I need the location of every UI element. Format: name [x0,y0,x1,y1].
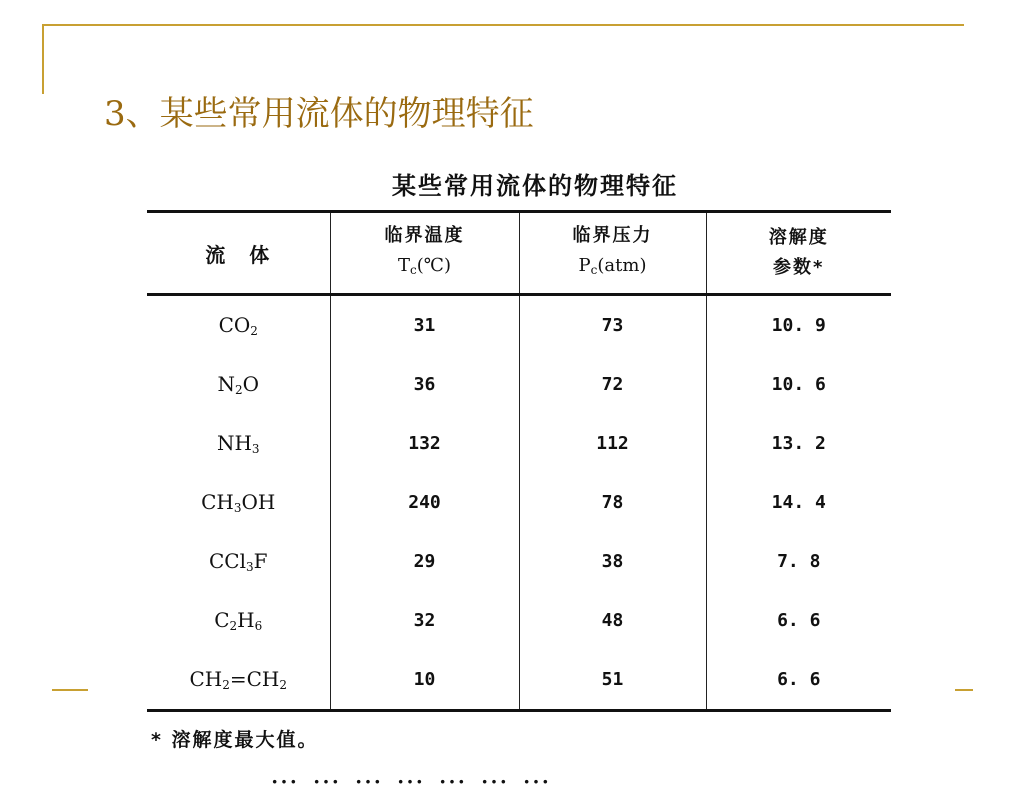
table-row [147,295,891,356]
solubility-parameter-value: 7. 8 [706,532,891,591]
frame-bottom-right-tick [955,689,973,691]
critical-pressure-value: 73 [519,295,706,356]
critical-temperature-value: 31 [330,295,519,356]
footnote: * 溶解度最大值。 [151,729,319,751]
slide-title: 3、某些常用流体的物理特征 [104,94,534,134]
fluid-properties-table [147,210,891,712]
frame-left-line [42,24,44,94]
critical-pressure-value: 112 [519,414,706,473]
fluid-formula: CCl$_3$F [208,549,268,574]
critical-pressure-value: 72 [519,355,706,414]
fluid-formula: $CH_2=CH_2$ [189,667,288,692]
fluid-formula: $CH_3OH$ [201,490,276,515]
header-critical-pressure: 临界压力 $P_c(atm)$ [519,212,706,295]
fluid-formula: $C_2H_6$ [214,608,263,633]
header-critical-temperature: 临界温度 $T_c(℃)$ [330,212,519,295]
frame-bottom-left-tick [52,689,88,691]
critical-temperature-value: 36 [330,355,519,414]
solubility-parameter-value: 6. 6 [706,650,891,711]
solubility-parameter-value: 10. 9 [706,295,891,356]
critical-temperature-value: 32 [330,591,519,650]
solubility-parameter-value: 13. 2 [706,414,891,473]
table-row [147,355,891,414]
fluid-formula: $NH_3$ [216,431,260,456]
fluid-formula: $CO_2$ [218,313,258,338]
header-solubility-parameter: 溶解度 参数* [706,212,891,295]
solubility-parameter-value: 14. 4 [706,473,891,532]
table-title: 某些常用流体的物理特征 [392,172,678,200]
solubility-parameter-value: 10. 6 [706,355,891,414]
critical-temperature-value: 10 [330,650,519,711]
table-row [147,591,891,650]
critical-temperature-value: 240 [330,473,519,532]
critical-pressure-value: 38 [519,532,706,591]
critical-pressure-value: 51 [519,650,706,711]
table-row [147,532,891,591]
critical-pressure-value: 48 [519,591,706,650]
cut-off-text-row: ………………… [270,757,564,790]
fluid-formula: $N_2O$ [217,372,260,397]
table-row [147,414,891,473]
solubility-parameter-value: 6. 6 [706,591,891,650]
critical-temperature-value: 29 [330,532,519,591]
table-header-row [147,212,891,295]
critical-pressure-value: 78 [519,473,706,532]
critical-temperature-value: 132 [330,414,519,473]
frame-top-line [42,24,964,26]
table-row [147,650,891,711]
table-row [147,473,891,532]
header-fluid: 流 体 [205,242,272,267]
